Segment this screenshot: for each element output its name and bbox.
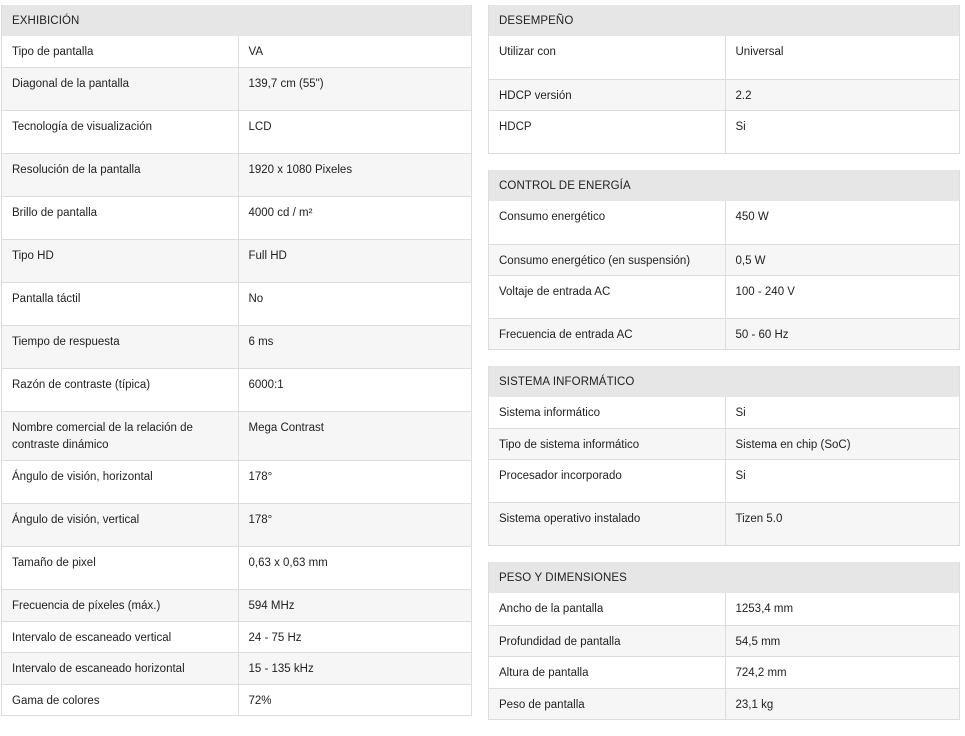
- table-row: [489, 459, 959, 502]
- spec-label: Frecuencia de píxeles (máx.): [2, 589, 238, 621]
- spec-value: 178°: [238, 460, 471, 503]
- spec-label: Razón de contraste (típica): [2, 368, 238, 411]
- spec-value: 23,1 kg: [725, 688, 959, 719]
- spec-section-peso-dimensiones: [488, 562, 960, 720]
- spec-label: Tecnología de visualización: [2, 110, 238, 153]
- spec-value: No: [238, 282, 471, 325]
- table-row: [2, 239, 471, 282]
- spec-label: Consumo energético: [489, 201, 725, 244]
- spec-label: Frecuencia de entrada AC: [489, 318, 725, 349]
- spec-value: 1253,4 mm: [735, 603, 794, 615]
- table-row: [489, 275, 959, 318]
- spec-label: Utilizar con: [489, 36, 725, 79]
- spec-value: Tizen 5.0: [725, 502, 959, 545]
- spec-label: Altura de pantalla: [489, 656, 725, 688]
- table-row: [2, 196, 471, 239]
- spec-value: Universal: [735, 46, 784, 58]
- spec-section-sistema-informatico: [488, 366, 960, 546]
- spec-label: Ángulo de visión, vertical: [2, 503, 238, 546]
- table-row: [2, 282, 471, 325]
- table-row: [489, 201, 959, 244]
- section-title: EXHIBICIÓN: [2, 5, 471, 36]
- spec-value: 4000 cd / m²: [238, 196, 471, 239]
- table-row: [489, 625, 959, 656]
- spec-section-desempeno: [488, 5, 960, 154]
- spec-label: Procesador incorporado: [489, 459, 725, 502]
- table-row: [489, 79, 959, 110]
- table-row: [489, 593, 959, 625]
- spec-table: [489, 201, 959, 349]
- table-row: [2, 36, 471, 67]
- spec-label: Resolución de la pantalla: [2, 153, 238, 196]
- spec-label: Brillo de pantalla: [2, 196, 238, 239]
- table-row: [489, 688, 959, 719]
- spec-label: HDCP: [489, 110, 725, 153]
- table-row: [2, 67, 471, 110]
- table-row: [489, 397, 959, 428]
- table-row: [2, 153, 471, 196]
- spec-table: [2, 36, 471, 715]
- table-row: [489, 656, 959, 688]
- spec-label: Tiempo de respuesta: [2, 325, 238, 368]
- spec-value: 24 - 75 Hz: [238, 621, 471, 652]
- table-row: [489, 110, 959, 153]
- table-row: [2, 368, 471, 411]
- spec-value: 6000:1: [238, 368, 471, 411]
- section-title: CONTROL DE ENERGÍA: [489, 170, 959, 201]
- table-row: [2, 110, 471, 153]
- spec-value: Si: [735, 407, 746, 419]
- spec-value: 50 - 60 Hz: [725, 318, 959, 349]
- spec-label: Profundidad de pantalla: [489, 625, 725, 656]
- spec-section-control-energia: [488, 170, 960, 350]
- spec-label: Intervalo de escaneado vertical: [2, 621, 238, 652]
- spec-value: 1920 x 1080 Pixeles: [238, 153, 471, 196]
- table-row: [489, 318, 959, 349]
- spec-label: Peso de pantalla: [489, 688, 725, 719]
- spec-value: 100 - 240 V: [725, 275, 959, 318]
- table-row: [2, 652, 471, 684]
- spec-value: VA: [248, 46, 263, 58]
- spec-label: Tipo de pantalla: [2, 36, 238, 67]
- spec-label: Consumo energético (en suspensión): [489, 244, 725, 275]
- spec-value: 0,5 W: [725, 244, 959, 275]
- spec-value: Sistema en chip (SoC): [725, 428, 959, 459]
- spec-label: Tipo de sistema informático: [489, 428, 725, 459]
- spec-label: Gama de colores: [2, 684, 238, 715]
- table-row: [2, 546, 471, 589]
- spec-label: Pantalla táctil: [2, 282, 238, 325]
- spec-label: Voltaje de entrada AC: [489, 275, 725, 318]
- left-column: [1, 5, 472, 732]
- table-row: [489, 502, 959, 545]
- table-row: [489, 36, 959, 79]
- spec-label: Sistema informático: [489, 397, 725, 428]
- spec-value: 54,5 mm: [725, 625, 959, 656]
- spec-value: 450 W: [735, 211, 769, 223]
- table-row: [489, 428, 959, 459]
- spec-value: 594 MHz: [238, 589, 471, 621]
- spec-value: Full HD: [238, 239, 471, 282]
- spec-table: [489, 593, 959, 719]
- section-title: PESO Y DIMENSIONES: [489, 562, 959, 593]
- table-row: [2, 621, 471, 652]
- spec-value: Si: [725, 110, 959, 153]
- spec-value: 724,2 mm: [725, 656, 959, 688]
- table-row: [489, 244, 959, 275]
- table-row: [2, 411, 471, 460]
- spec-value: 6 ms: [238, 325, 471, 368]
- table-row: [2, 460, 471, 503]
- spec-table: [489, 36, 959, 153]
- spec-value: 2.2: [725, 79, 959, 110]
- spec-value: LCD: [238, 110, 471, 153]
- spec-value: 0,63 x 0,63 mm: [238, 546, 471, 589]
- table-row: [2, 503, 471, 546]
- spec-value: 72%: [238, 684, 471, 715]
- table-row: [2, 325, 471, 368]
- spec-label: Ancho de la pantalla: [489, 593, 725, 625]
- spec-value: 139,7 cm (55"): [238, 67, 471, 110]
- section-title: SISTEMA INFORMÁTICO: [489, 366, 959, 397]
- spec-table: [489, 397, 959, 545]
- spec-value: Mega Contrast: [238, 411, 471, 460]
- right-column: [488, 5, 960, 736]
- spec-label: Intervalo de escaneado horizontal: [2, 652, 238, 684]
- table-row: [2, 684, 471, 715]
- spec-label: Sistema operativo instalado: [489, 502, 725, 545]
- spec-value: Si: [725, 459, 959, 502]
- spec-label: Tipo HD: [2, 239, 238, 282]
- spec-label: Ángulo de visión, horizontal: [2, 460, 238, 503]
- table-row: [2, 589, 471, 621]
- section-title: DESEMPEÑO: [489, 5, 959, 36]
- spec-label: Tamaño de pixel: [2, 546, 238, 589]
- spec-section-exhibicion: [1, 5, 472, 716]
- spec-label: Nombre comercial de la relación de contraste dinámico: [2, 411, 238, 460]
- spec-value: 15 - 135 kHz: [238, 652, 471, 684]
- spec-value: 178°: [238, 503, 471, 546]
- spec-label: Diagonal de la pantalla: [2, 67, 238, 110]
- spec-label: HDCP versión: [489, 79, 725, 110]
